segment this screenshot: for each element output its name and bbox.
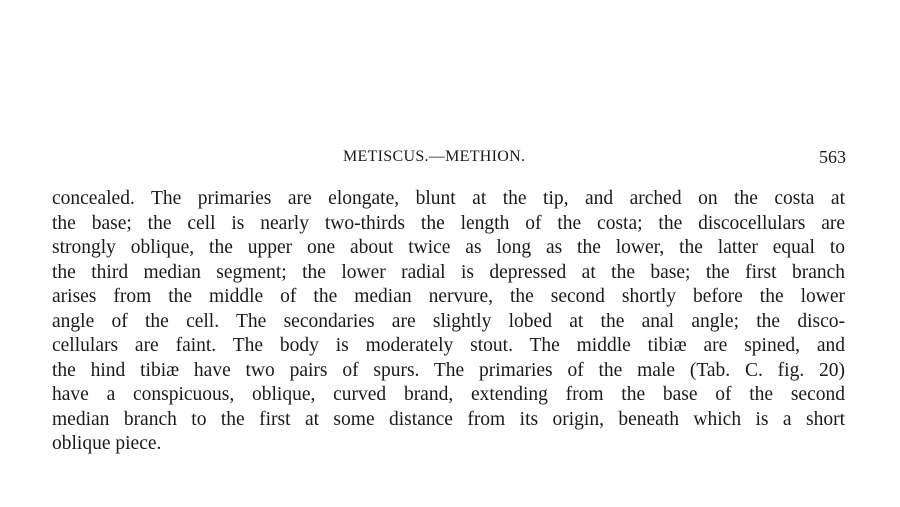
text-line: oblique piece. [52,433,162,454]
text-line: the base; the cell is nearly two-thirds the length of the costa; the discocellulars are [52,212,845,234]
text-line: the third median segment; the lower radial is depressed at the base; the first branch [52,261,845,283]
text-line: concealed. The primaries are elongate, blunt at the tip, and arched on the costa at [52,188,845,209]
body-paragraph [52,187,845,457]
text-line: the hind tibiæ have two pairs of spurs. The primaries of the male (Tab. C. fig. 20) [52,359,845,381]
text-line: strongly oblique, the upper one about twice as long as the lower, the latter equal to [52,237,845,258]
text-line: have a conspicuous, oblique, curved brand, extending from the base of the second [52,384,845,405]
text-line: arises from the middle of the median nervure, the second shortly before the lower [52,286,845,307]
page-number: 563 [819,147,846,167]
text-line: cellulars are faint. The body is moderately stout. The middle tibiæ are spined, and [52,335,845,356]
running-head-title: METISCUS.—METHION. [343,148,526,165]
text-line: angle of the cell. The secondaries are slightly lobed at the anal angle; the disco- [52,310,845,332]
text-line: median branch to the first at some distance from its origin, beneath which is a short [52,408,845,430]
